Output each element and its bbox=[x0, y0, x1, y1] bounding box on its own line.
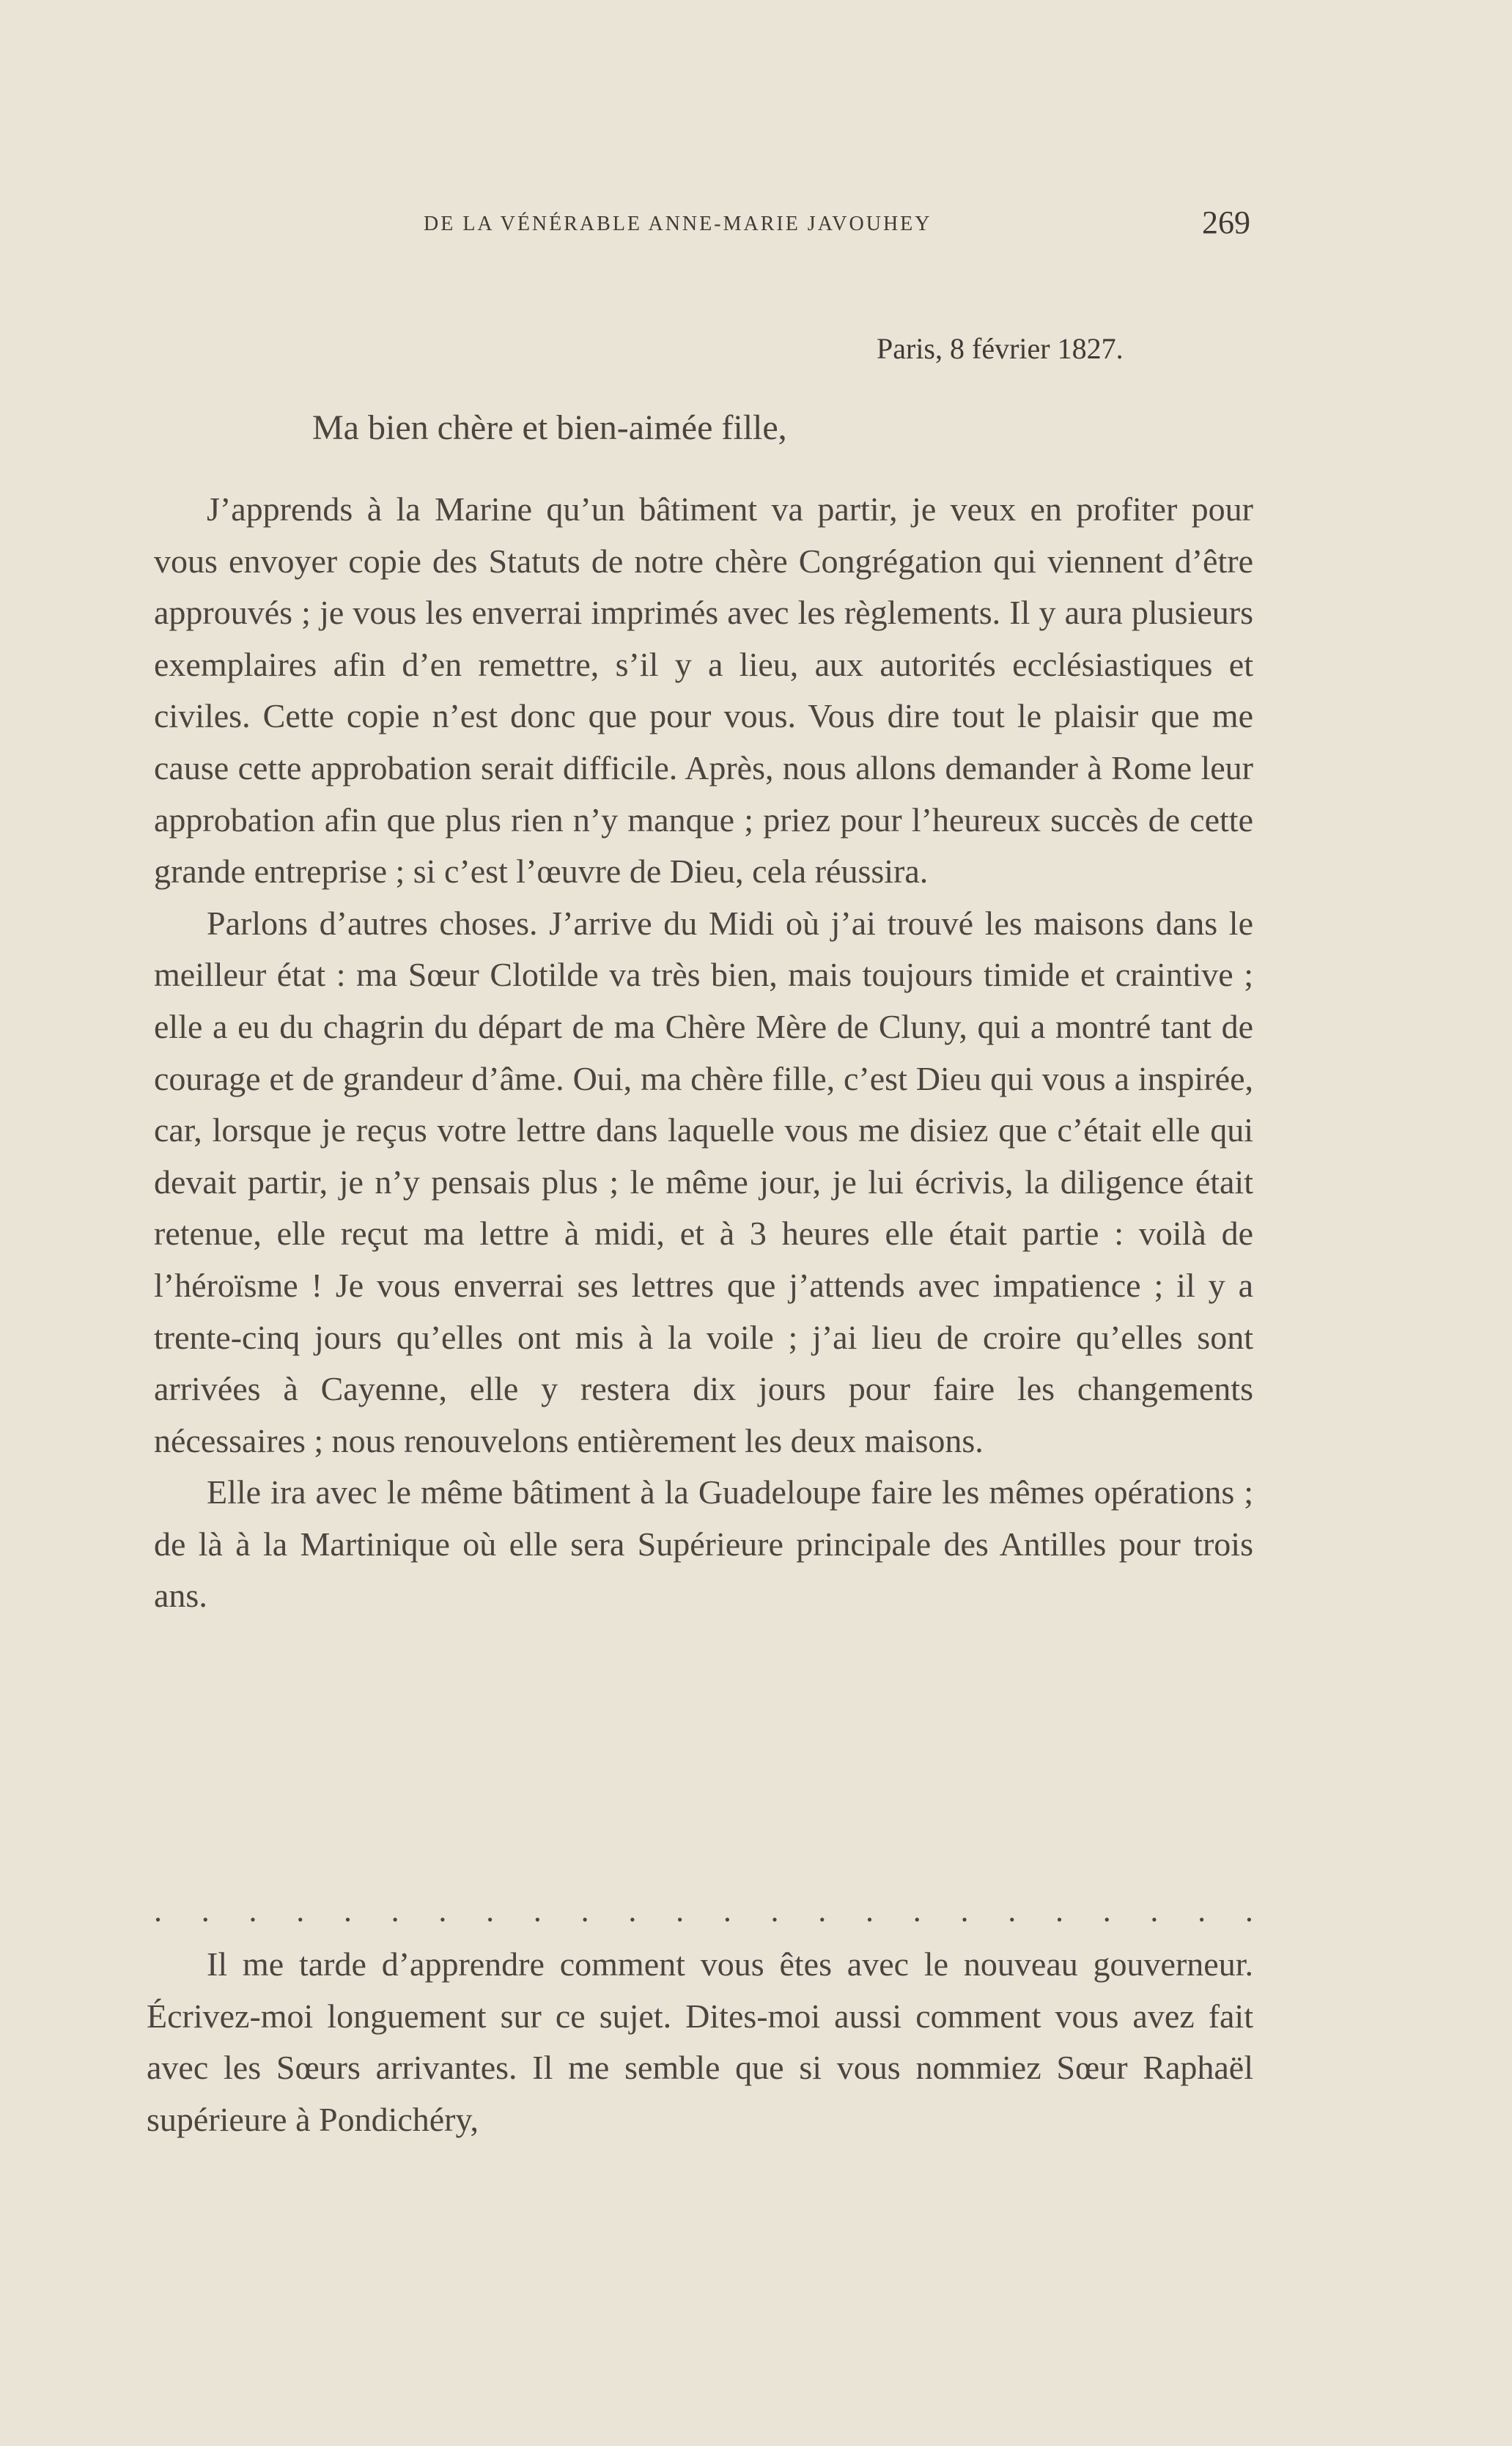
ellipsis-dot: . bbox=[770, 1893, 779, 1929]
ellipsis-dot: . bbox=[296, 1893, 305, 1929]
running-head: DE LA VÉNÉRABLE ANNE-MARIE JAVOUHEY bbox=[424, 213, 932, 235]
ellipsis-dot: . bbox=[486, 1893, 495, 1929]
ellipsis-dot: . bbox=[248, 1893, 257, 1929]
paragraph-gouverneur: Il me tarde d’apprendre comment vous êtes avec le nouveau gouverneur. Écrivez-moi longuement sur ce sujet. Dites-moi aussi comment vous avez fait avec les Sœurs arrivantes. Il me semble que si vous nommiez Sœur Raphaël supérieure à Pondichéry, bbox=[147, 1945, 1253, 2138]
ellipsis-dot: . bbox=[391, 1893, 399, 1929]
ellipsis-dot: . bbox=[1008, 1893, 1017, 1929]
paragraph-statuts: J’apprends à la Marine qu’un bâtiment va partir, je veux en profiter pour vous envoyer copie des Statuts de notre chère Congrégation qui viennent d’être approuvés ; je vous les enverrai imprimés avec les règlements. Il y aura plusieurs exemplaires afin d’en remettre, s’il y a lieu, aux autorités ecclésiastiques et civiles. Cette copie n’est donc que pour vous. Vous dire tout le plaisir que me cause cette approbation serait difficile. Après, nous allons demander à Rome leur approbation afin que plus rien n’y manque ; priez pour l’heureux succès de cette grande entreprise ; si c’est l’œuvre de Dieu, cela réussira. bbox=[154, 490, 1253, 891]
ellipsis-dot: . bbox=[343, 1893, 352, 1929]
letter-body bbox=[154, 484, 1253, 1622]
ellipsis-dot: . bbox=[580, 1893, 589, 1929]
letter-salutation: Ma bien chère et bien-aimée fille, bbox=[312, 408, 787, 447]
ellipsis-dot: . bbox=[533, 1893, 542, 1929]
ellipsis-dot: . bbox=[201, 1893, 210, 1929]
ellipsis-dot: . bbox=[723, 1893, 731, 1929]
ellipsis-dot: . bbox=[960, 1893, 969, 1929]
letter-dateline: Paris, 8 février 1827. bbox=[877, 332, 1124, 365]
ellipsis-dot: . bbox=[1055, 1893, 1063, 1929]
ellipsis-dot: . bbox=[912, 1893, 921, 1929]
paragraph-midi: Parlons d’autres choses. J’arrive du Midi où j’ai trouvé les maisons dans le meilleur état : ma Sœur Clotilde va très bien, mais toujours timide et craintive ; elle a eu du chagrin du départ de ma Chère Mère de Cluny, qui a montré tant de courage et de grandeur d’âme. Oui, ma chère fille, c’est Dieu qui vous a inspirée, car, lorsque je reçus votre lettre dans laquelle vous me disiez que c’était elle qui devait partir, je n’y pensais plus ; le même jour, je lui écrivis, la diligence était retenue, elle reçut ma lettre à midi, et à 3 heures elle était partie : voilà de l’héroïsme ! Je vous enverrai ses lettres que j’attends avec impatience ; il y a trente-cinq jours qu’elles ont mis à la voile ; j’ai lieu de croire qu’elles sont arrivées à Cayenne, elle y restera dix jours pour faire les changements nécessaires ; nous renouvelons entièrement les deux maisons. bbox=[154, 904, 1253, 1459]
paragraph-guadeloupe: Elle ira avec le même bâtiment à la Guadeloupe faire les mêmes opérations ; de là à la Martinique où elle sera Supérieure principale des Antilles pour trois ans. bbox=[154, 1473, 1253, 1615]
ellipsis-dot: . bbox=[866, 1893, 874, 1929]
ellipsis-dot: . bbox=[1244, 1893, 1253, 1929]
ellipsis-dot: . bbox=[1102, 1893, 1111, 1929]
letter-continuation bbox=[147, 1939, 1253, 2145]
ellipsis-dot: . bbox=[154, 1893, 162, 1929]
ellipsis-dot: . bbox=[1198, 1893, 1206, 1929]
ellipsis-dot: . bbox=[818, 1893, 827, 1929]
ellipsis-dot: . bbox=[628, 1893, 637, 1929]
ellipsis-separator bbox=[154, 1895, 1253, 1927]
page-number: 269 bbox=[1202, 205, 1250, 240]
ellipsis-dot: . bbox=[438, 1893, 447, 1929]
ellipsis-dot: . bbox=[1150, 1893, 1159, 1929]
ellipsis-dot: . bbox=[676, 1893, 685, 1929]
